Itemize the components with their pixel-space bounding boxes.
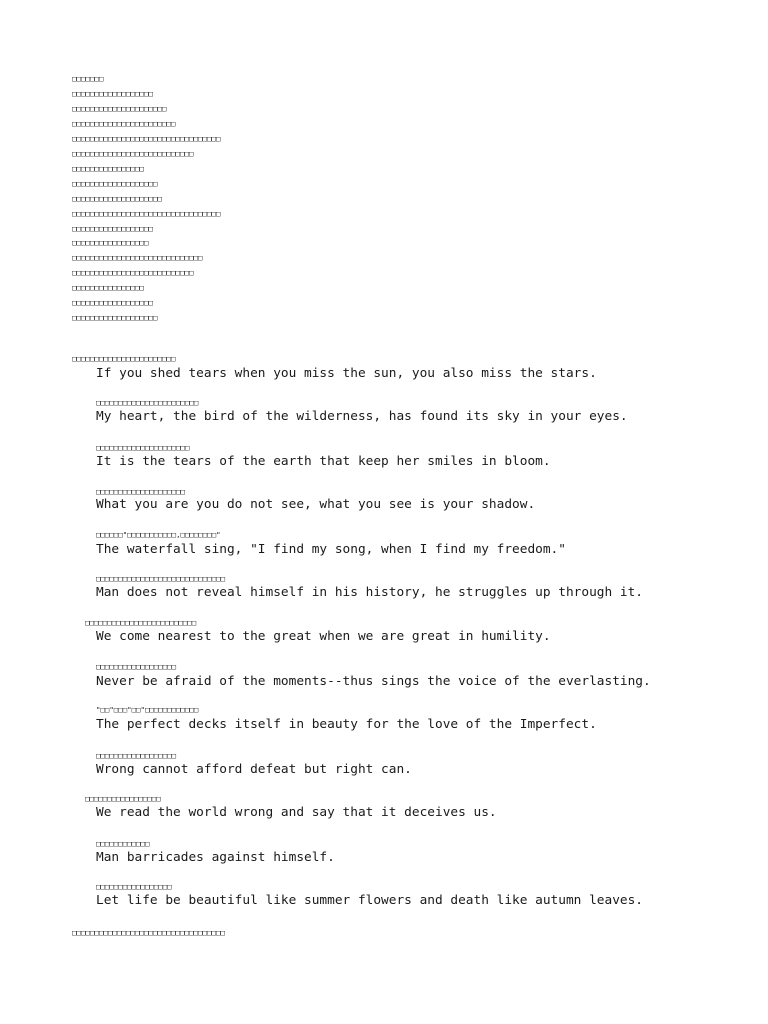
poem-chinese-line: □□□□□□□□□□□□□□□□□: [96, 882, 172, 891]
intro-line: □□□□□□□□□□□□□□□□: [72, 164, 144, 173]
intro-line: □□□□□□□□□□□□□□□□□□: [72, 298, 153, 307]
intro-line: □□□□□□□□□□□□□□□□□□□□□□□□□□□□□: [72, 253, 203, 262]
poem-chinese-line: □□□□□□□□□□□□□□□□□□□□: [96, 487, 185, 496]
poem-chinese-line: □□□□□□□□□□□□□□□□□□□□□□□□□: [85, 618, 197, 627]
intro-line: □□□□□□□□□□□□□□□□□□□□□□□□□□□□□□□□□: [72, 209, 221, 218]
poem-english-line: Never be afraid of the moments--thus sings the voice of the everlasting.: [96, 674, 651, 689]
intro-line: □□□□□□□□□□□□□□□□□□□: [72, 179, 158, 188]
poem-chinese-line: □□□□□□□□□□□□□□□□□□: [96, 751, 177, 760]
intro-line: □□□□□□□□□□□□□□□□□: [72, 238, 149, 247]
intro-line: □□□□□□□□□□□□□□□□□□□□□□□□□□□: [72, 268, 194, 277]
poem-chinese-line: □□□□□□□□□□□□□□□□□□□□□: [96, 443, 190, 452]
poem-english-line: Let life be beautiful like summer flowers and death like autumn leaves.: [96, 893, 644, 908]
intro-line: □□□□□□□: [72, 74, 104, 83]
intro-line: □□□□□□□□□□□□□□□□□□□□□□□□□□□□□□□□□: [72, 134, 221, 143]
poem-english-line: Man does not reveal himself in his history, he struggles up through it.: [96, 585, 644, 600]
poem-chinese-line: □□□□□□□□□□□□□□□□□□□□□□□: [96, 398, 199, 407]
poem-english-line: The waterfall sing, "I find my song, when I find my freedom.": [96, 542, 566, 557]
poem-english-line: We read the world wrong and say that it deceives us.: [96, 805, 497, 820]
intro-line: □□□□□□□□□□□□□□□□□□□□□: [72, 104, 167, 113]
poem-english-line: Wrong cannot afford defeat but right can.: [96, 762, 412, 777]
poem-chinese-line: □□□□□□□□□□□□□□□□□□: [96, 662, 177, 671]
poem-chinese-line: □□□□□□□□□□□□□□□□□: [85, 794, 161, 803]
poem-english-line: The perfect decks itself in beauty for the love of the Imperfect.: [96, 717, 597, 732]
intro-line: □□□□□□□□□□□□□□□□□□□□□□□: [72, 119, 176, 128]
intro-line: □□□□□□□□□□□□□□□□□□□□: [72, 194, 162, 203]
intro-line: □□□□□□□□□□□□□□□□□□□: [72, 313, 158, 322]
footer-line: □□□□□□□□□□□□□□□□□□□□□□□□□□□□□□□□□□: [72, 928, 225, 937]
poem-english-line: It is the tears of the earth that keep her smiles in bloom.: [96, 454, 551, 469]
poem-english-line: Man barricades against himself.: [96, 850, 335, 865]
intro-line: □□□□□□□□□□□□□□□□□□□□□□□□□□□: [72, 149, 194, 158]
poem-english-line: If you shed tears when you miss the sun, you also miss the stars.: [96, 366, 597, 381]
intro-line: □□□□□□□□□□□□□□□□□□: [72, 89, 153, 98]
intro-line: □□□□□□□□□□□□□□□□: [72, 283, 144, 292]
poem-chinese-line: □□□□□□□□□□□□□□□□□□□□□□□□□□□□□: [96, 574, 226, 583]
poem-english-line: We come nearest to the great when we are great in humility.: [96, 629, 551, 644]
section-heading: □□□□□□□□□□□□□□□□□□□□□□□: [72, 354, 176, 363]
poem-chinese-line: □□□□□□□□□□□□: [96, 839, 150, 848]
intro-line: □□□□□□□□□□□□□□□□□□: [72, 224, 153, 233]
poem-english-line: My heart, the bird of the wilderness, has found its sky in your eyes.: [96, 409, 628, 424]
poem-english-line: What you are you do not see, what you see is your shadow.: [96, 497, 536, 512]
poem-chinese-line: □□□□□□"□□□□□□□□□□□,□□□□□□□□": [96, 530, 221, 539]
poem-chinese-line: "□□"□□□"□□"□□□□□□□□□□□□: [96, 705, 199, 714]
